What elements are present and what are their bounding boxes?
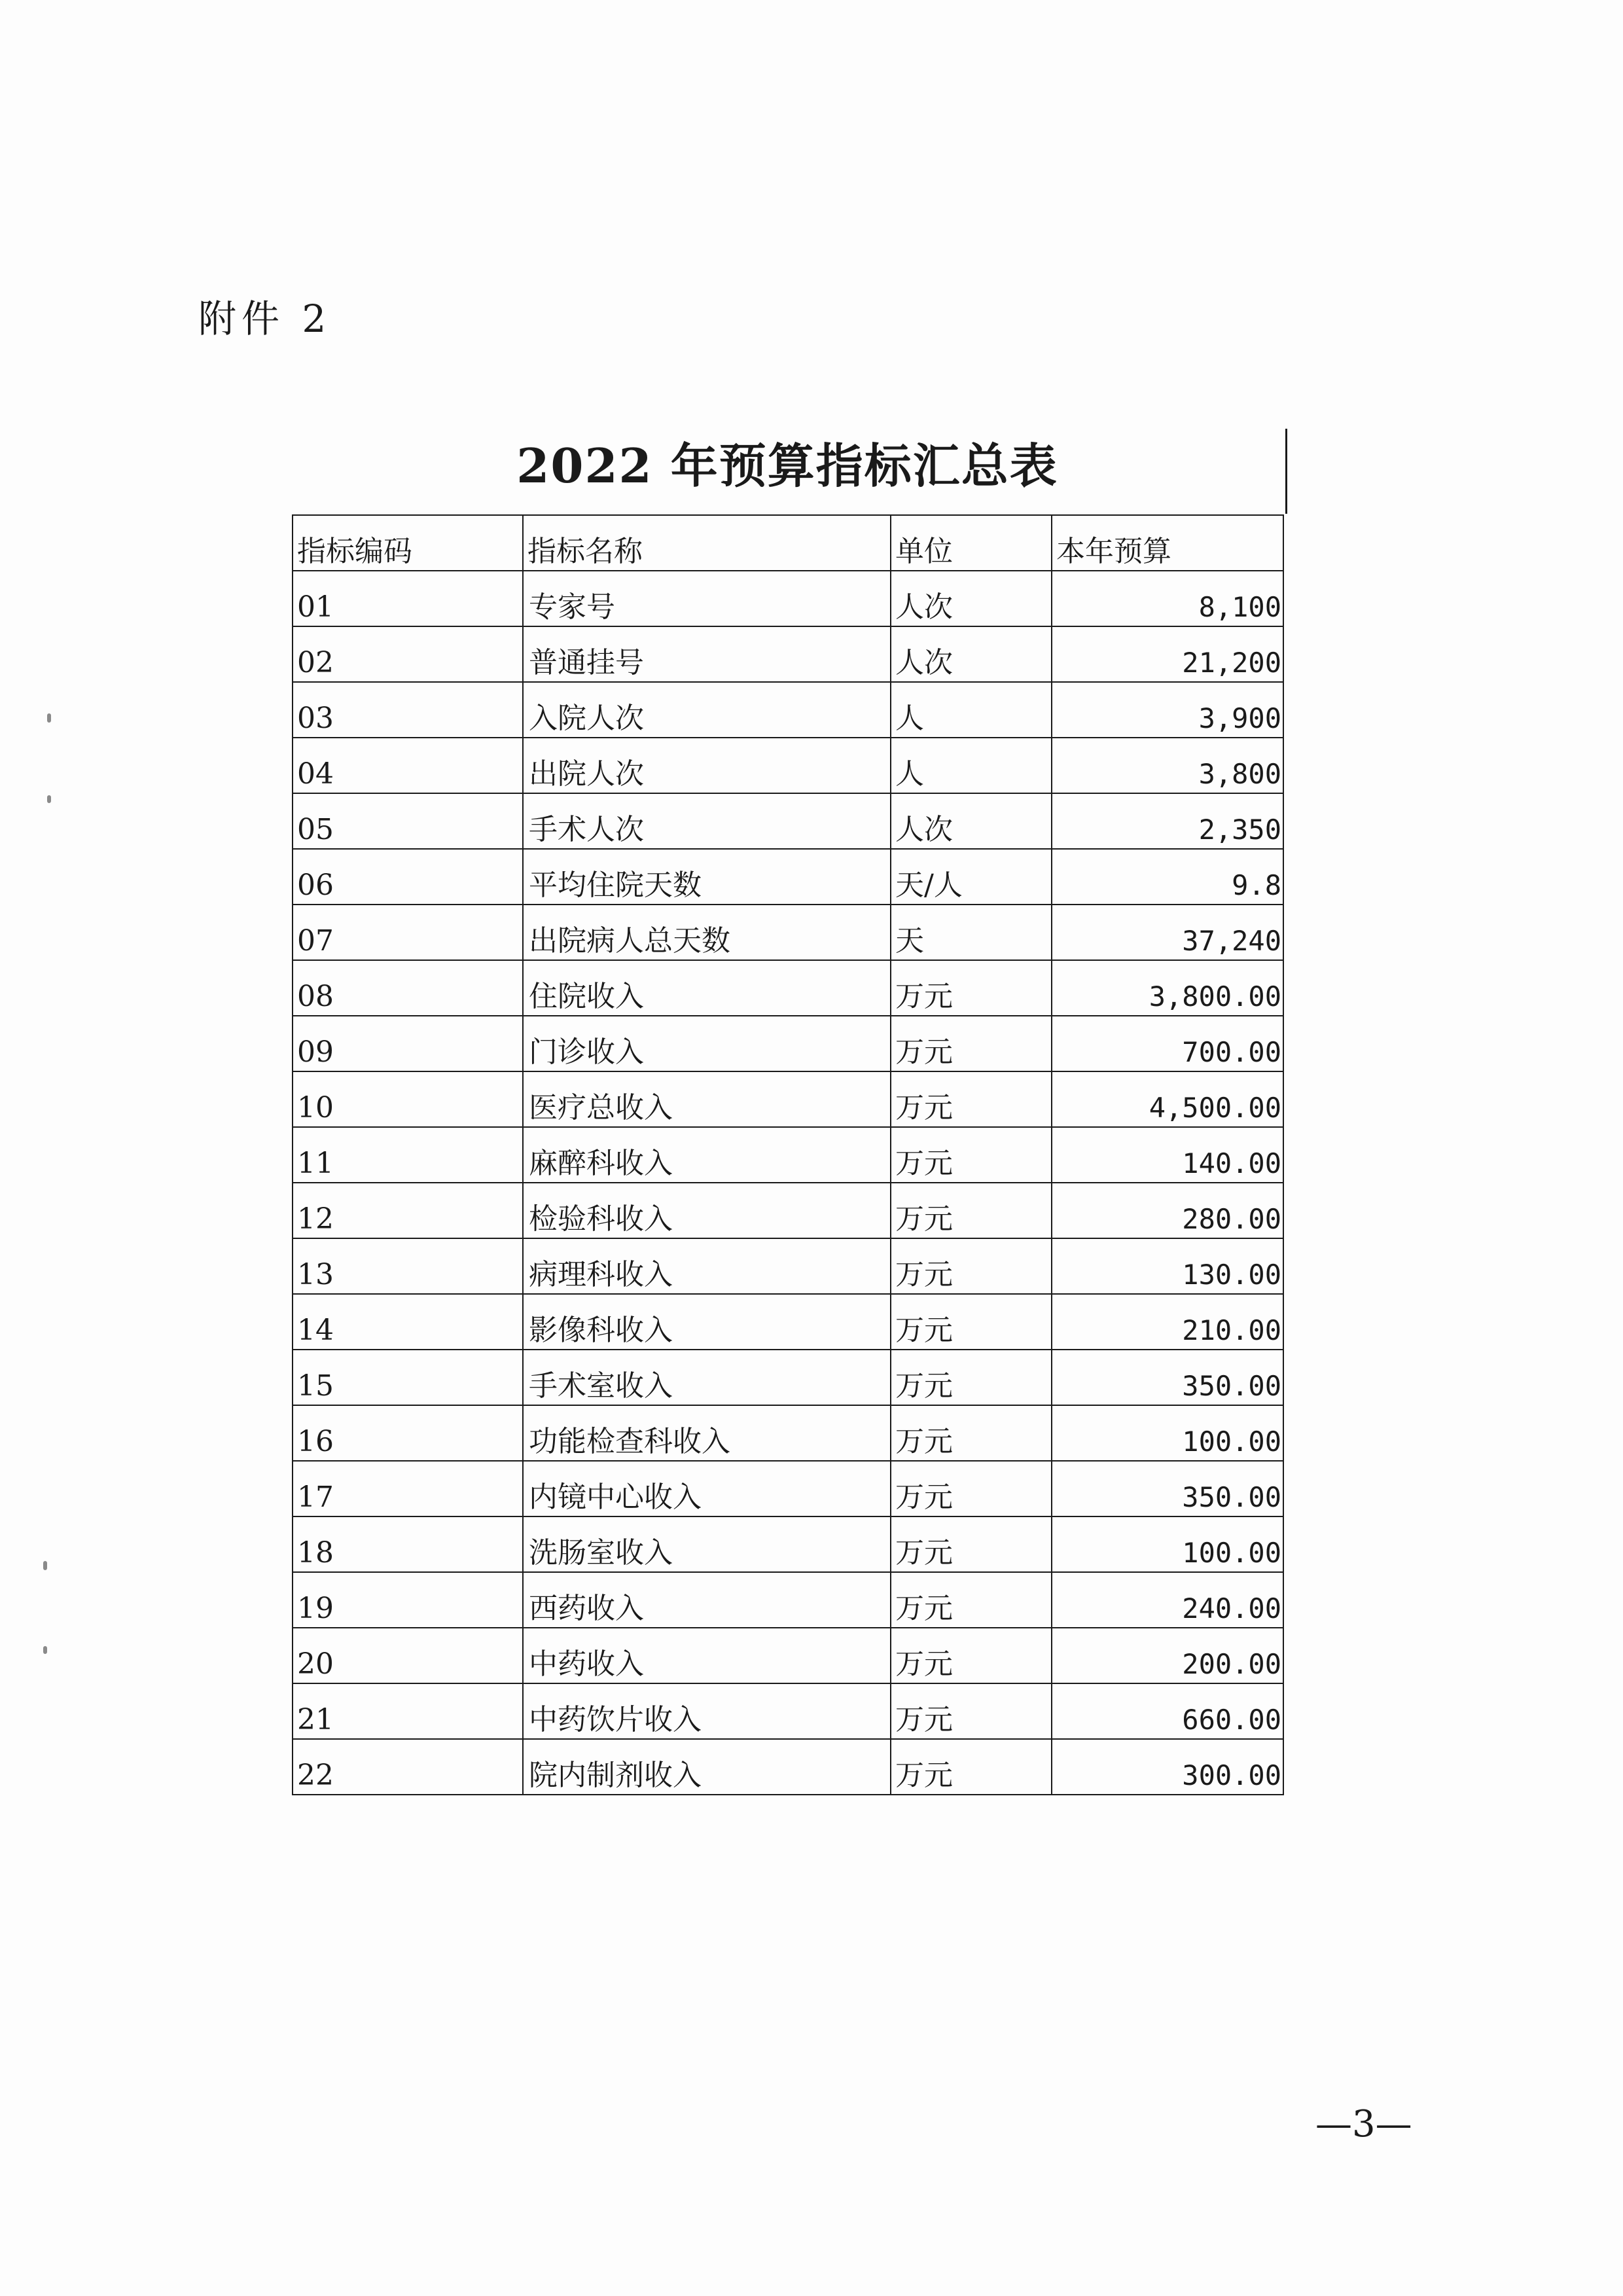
table-row <box>293 1127 1283 1183</box>
cell-budget: 2,350 <box>1052 793 1283 849</box>
cell-code: 13 <box>293 1238 523 1294</box>
cell-name: 内镜中心收入 <box>523 1461 891 1516</box>
cell-budget: 700.00 <box>1052 1016 1283 1071</box>
cell-budget: 100.00 <box>1052 1516 1283 1572</box>
table-row <box>293 682 1283 738</box>
cell-code: 21 <box>293 1683 523 1739</box>
cell-code: 02 <box>293 626 523 682</box>
cell-name: 住院收入 <box>523 960 891 1016</box>
table-row <box>293 1183 1283 1238</box>
cell-budget: 210.00 <box>1052 1294 1283 1350</box>
cell-name: 院内制剂收入 <box>523 1739 891 1795</box>
table-row <box>293 1461 1283 1516</box>
header-unit: 单位 <box>891 515 1052 571</box>
cell-code: 15 <box>293 1350 523 1405</box>
cell-name: 门诊收入 <box>523 1016 891 1071</box>
cell-unit: 万元 <box>891 1183 1052 1238</box>
cell-unit: 万元 <box>891 1294 1052 1350</box>
cell-name: 中药收入 <box>523 1628 891 1683</box>
cell-budget: 21,200 <box>1052 626 1283 682</box>
cell-unit: 人次 <box>891 626 1052 682</box>
cell-code: 05 <box>293 793 523 849</box>
cell-name: 中药饮片收入 <box>523 1683 891 1739</box>
cell-budget: 4,500.00 <box>1052 1071 1283 1127</box>
cell-unit: 万元 <box>891 1016 1052 1071</box>
cell-code: 18 <box>293 1516 523 1572</box>
budget-summary-table <box>292 514 1284 1795</box>
cell-unit: 万元 <box>891 1071 1052 1127</box>
cell-budget: 9.8 <box>1052 849 1283 905</box>
cell-budget: 130.00 <box>1052 1238 1283 1294</box>
cell-code: 17 <box>293 1461 523 1516</box>
cell-unit: 天/人 <box>891 849 1052 905</box>
punch-hole-mark <box>47 713 51 723</box>
cell-code: 08 <box>293 960 523 1016</box>
cell-budget: 140.00 <box>1052 1127 1283 1183</box>
cell-name: 手术人次 <box>523 793 891 849</box>
cell-budget: 280.00 <box>1052 1183 1283 1238</box>
cell-unit: 万元 <box>891 1461 1052 1516</box>
cell-unit: 万元 <box>891 1238 1052 1294</box>
table-body <box>293 571 1283 1795</box>
cell-name: 手术室收入 <box>523 1350 891 1405</box>
cell-budget: 8,100 <box>1052 571 1283 626</box>
cell-name: 西药收入 <box>523 1572 891 1628</box>
cell-unit: 万元 <box>891 1405 1052 1461</box>
cell-unit: 人 <box>891 682 1052 738</box>
cell-unit: 万元 <box>891 1350 1052 1405</box>
cell-code: 04 <box>293 738 523 793</box>
cell-budget: 3,800.00 <box>1052 960 1283 1016</box>
cell-unit: 万元 <box>891 1127 1052 1183</box>
cell-name: 普通挂号 <box>523 626 891 682</box>
cell-name: 影像科收入 <box>523 1294 891 1350</box>
cell-name: 专家号 <box>523 571 891 626</box>
table-row <box>293 571 1283 626</box>
cell-budget: 660.00 <box>1052 1683 1283 1739</box>
table-row <box>293 1071 1283 1127</box>
cell-name: 平均住院天数 <box>523 849 891 905</box>
cell-code: 12 <box>293 1183 523 1238</box>
cell-unit: 万元 <box>891 1683 1052 1739</box>
title-border-line <box>1285 429 1287 514</box>
cell-budget: 240.00 <box>1052 1572 1283 1628</box>
table-row <box>293 1238 1283 1294</box>
table-row <box>293 849 1283 905</box>
cell-code: 03 <box>293 682 523 738</box>
cell-code: 14 <box>293 1294 523 1350</box>
cell-name: 出院人次 <box>523 738 891 793</box>
cell-unit: 万元 <box>891 1516 1052 1572</box>
table-row <box>293 626 1283 682</box>
table-row <box>293 960 1283 1016</box>
cell-budget: 200.00 <box>1052 1628 1283 1683</box>
table-row <box>293 1016 1283 1071</box>
table-row <box>293 905 1283 960</box>
cell-name: 麻醉科收入 <box>523 1127 891 1183</box>
cell-code: 19 <box>293 1572 523 1628</box>
table-row <box>293 1405 1283 1461</box>
cell-budget: 100.00 <box>1052 1405 1283 1461</box>
cell-name: 医疗总收入 <box>523 1071 891 1127</box>
cell-code: 06 <box>293 849 523 905</box>
cell-name: 病理科收入 <box>523 1238 891 1294</box>
table-row <box>293 1628 1283 1683</box>
cell-code: 07 <box>293 905 523 960</box>
cell-budget: 3,800 <box>1052 738 1283 793</box>
cell-name: 入院人次 <box>523 682 891 738</box>
cell-unit: 万元 <box>891 1739 1052 1795</box>
cell-code: 11 <box>293 1127 523 1183</box>
table-header-row <box>293 515 1283 571</box>
cell-code: 09 <box>293 1016 523 1071</box>
cell-unit: 万元 <box>891 1572 1052 1628</box>
cell-name: 功能检查科收入 <box>523 1405 891 1461</box>
cell-budget: 350.00 <box>1052 1461 1283 1516</box>
cell-unit: 人次 <box>891 571 1052 626</box>
cell-code: 01 <box>293 571 523 626</box>
table-row <box>293 1350 1283 1405</box>
cell-budget: 37,240 <box>1052 905 1283 960</box>
cell-unit: 天 <box>891 905 1052 960</box>
cell-unit: 万元 <box>891 960 1052 1016</box>
table-row <box>293 1572 1283 1628</box>
cell-code: 10 <box>293 1071 523 1127</box>
cell-unit: 万元 <box>891 1628 1052 1683</box>
header-name: 指标名称 <box>523 515 891 571</box>
cell-code: 20 <box>293 1628 523 1683</box>
header-budget: 本年预算 <box>1052 515 1283 571</box>
table-row <box>293 1683 1283 1739</box>
table-row <box>293 1739 1283 1795</box>
attachment-label: 附件 2 <box>198 296 332 341</box>
table-row <box>293 1294 1283 1350</box>
cell-name: 出院病人总天数 <box>523 905 891 960</box>
table-row <box>293 738 1283 793</box>
table-row <box>293 1516 1283 1572</box>
cell-unit: 人 <box>891 738 1052 793</box>
header-code: 指标编码 <box>293 515 523 571</box>
cell-name: 洗肠室收入 <box>523 1516 891 1572</box>
cell-budget: 300.00 <box>1052 1739 1283 1795</box>
page-number: —3— <box>1315 2103 1412 2145</box>
cell-unit: 人次 <box>891 793 1052 849</box>
cell-budget: 350.00 <box>1052 1350 1283 1405</box>
cell-code: 16 <box>293 1405 523 1461</box>
punch-hole-mark <box>47 795 51 803</box>
cell-name: 检验科收入 <box>523 1183 891 1238</box>
punch-hole-mark <box>43 1646 47 1654</box>
table-row <box>293 793 1283 849</box>
page-title: 2022 年预算指标汇总表 <box>516 438 1058 493</box>
cell-code: 22 <box>293 1739 523 1795</box>
cell-budget: 3,900 <box>1052 682 1283 738</box>
punch-hole-mark <box>43 1561 47 1570</box>
